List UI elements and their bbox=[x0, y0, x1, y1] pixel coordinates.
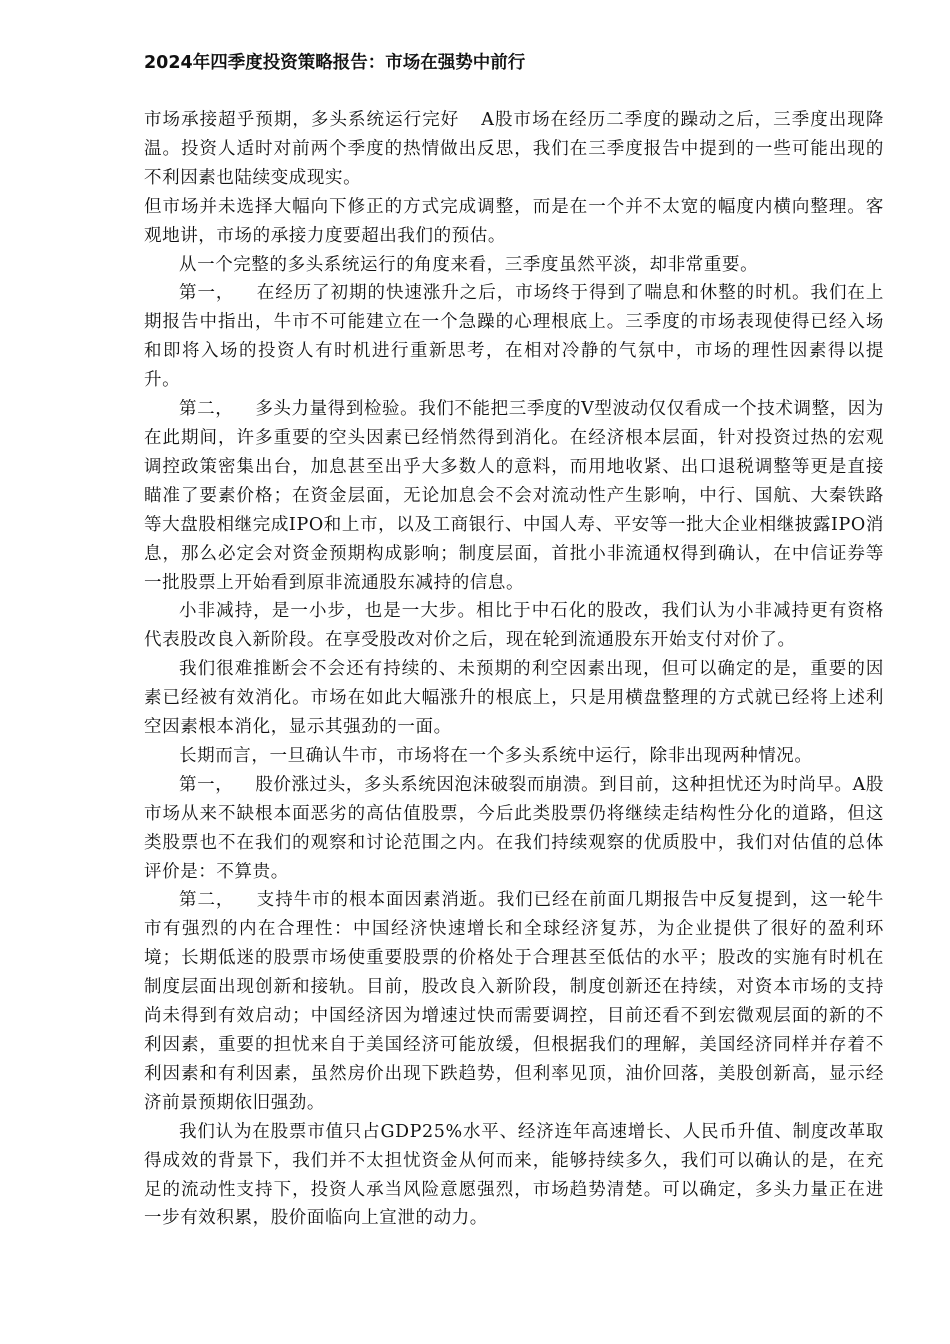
paragraph-4-text: 在经历了初期的快速涨升之后，市场终于得到了喘息和休整的时机。我们在上期报告中指出，牛市不可能建立在一个急躁的心理根底上。三季度的市场表现使得已经入场和即将入场的投资人有时机进行重新思考，在相对冷静的气氛中，市场的理性因素得以提升。 bbox=[144, 283, 884, 391]
paragraph-1-text: A股市场在经历二季度的躁动之后，三季度出现降温。投资人适时对前两个季度的热情做出反思，我们在三季度报告中提到的一些可能出现的不利因素也陆续变成现实。 bbox=[144, 110, 885, 188]
paragraph-4 bbox=[144, 279, 884, 395]
paragraph-6 bbox=[144, 597, 884, 655]
paragraph-10 bbox=[144, 886, 884, 1117]
paragraph-5 bbox=[144, 395, 884, 597]
paragraph-8-text: 长期而言，一旦确认牛市，市场将在一个多头系统中运行，除非出现两种情况。 bbox=[179, 745, 813, 766]
document-title: 2024年四季度投资策略报告：市场在强势中前行 bbox=[144, 53, 526, 73]
paragraph-7-text: 我们很难推断会不会还有持续的、未预期的利空因素出现，但可以确定的是，重要的因素已经被有效消化。市场在如此大幅涨升的根底上，只是用横盘整理的方式就已经将上述利空因素根本消化，显示其强劲的一面。 bbox=[144, 659, 884, 738]
paragraph-8 bbox=[144, 742, 884, 771]
paragraph-3-text: 从一个完整的多头系统运行的角度来看，三季度虽然平淡，却非常重要。 bbox=[179, 254, 759, 275]
paragraph-7 bbox=[144, 655, 884, 742]
paragraph-10-text: 支持牛市的根本面因素消逝。我们已经在前面几期报告中反复提到，这一轮牛市有强烈的内在合理性：中国经济快速增长和全球经济复苏，为企业提供了很好的盈利环境；长期低迷的股票市场使重要股票的价格处于合理甚至低估的水平；股改的实施有时机在制度层面出现创新和接轨。目前，股改良入新阶段，制度创新还在持续，对资本市场的支持尚未得到有效启动；中国经济因为增速过快而需要调控，目前还看不到宏微观层面的新的不利因素，重要的担忧来自于美国经济可能放缓，但根据我们的理解，美国经济同样并存着不利因素和有利因素，虽然房价出现下跌趋势，但利率见顶，油价回落，美股创新高，显示经济前景预期依旧强劲。 bbox=[144, 890, 884, 1113]
paragraph-1 bbox=[144, 106, 884, 193]
paragraph-10-lead: 第二， bbox=[179, 890, 235, 911]
paragraph-6-text: 小非减持，是一小步，也是一大步。相比于中石化的股改，我们认为小非减持更有资格代表股改良入新阶段。在享受股改对价之后，现在轮到流通股东开始支付对价了。 bbox=[144, 601, 884, 651]
paragraph-5-lead: 第二， bbox=[179, 399, 234, 420]
paragraph-2 bbox=[144, 193, 884, 251]
paragraph-1-lead: 市场承接超乎预期，多头系统运行完好 bbox=[144, 110, 460, 130]
paragraph-11-text: 我们认为在股票市值只占GDP25%水平、经济连年高速增长、人民币升值、制度改革取得成效的背景下，我们并不太担忧资金从何而来，能够持续多久，我们可以确认的是，在充足的流动性支持下，投资人承当风险意愿强烈，市场趋势清楚。可以确定，多头力量正在进一步有效积累，股价面临向上宣泄的动力。 bbox=[144, 1121, 884, 1229]
paragraph-9-lead: 第一， bbox=[179, 774, 234, 795]
paragraph-5-text: 多头力量得到检验。我们不能把三季度的V型波动仅仅看成一个技术调整，因为在此期间，许多重要的空头因素已经悄然得到消化。在经济根本层面，针对投资过热的宏观调控政策密集出台，加息甚至出乎大多数人的意料，而用地收紧、出口退税调整等更是直接瞄准了要素价格；在资金层面，无论加息会不会对流动性产生影响，中行、国航、大秦铁路等大盘股相继完成IPO和上市，以及工商银行、中国人寿、平安等一批大企业相继披露IPO消息，那么必定会对资金预期构成影响；制度层面，首批小非流通权得到确认，在中信证券等一批股票上开始看到原非流通股东减持的信息。 bbox=[144, 399, 884, 593]
document-body bbox=[144, 106, 884, 1233]
paragraph-2-text: 但市场并未选择大幅向下修正的方式完成调整，而是在一个并不太宽的幅度内横向整理。客观地讲，市场的承接力度要超出我们的预估。 bbox=[144, 196, 884, 246]
paragraph-11 bbox=[144, 1118, 884, 1234]
paragraph-3 bbox=[144, 251, 884, 280]
paragraph-9-text: 股价涨过头，多头系统因泡沫破裂而崩溃。到目前，这种担忧还为时尚早。A股市场从来不缺根本面恶劣的高估值股票，今后此类股票仍将继续走结构性分化的道路，但这类股票也不在我们的观察和讨论范围之内。在我们持续观察的优质股中，我们对估值的总体评价是：不算贵。 bbox=[144, 774, 884, 882]
paragraph-9 bbox=[144, 771, 884, 887]
paragraph-4-lead: 第一， bbox=[179, 283, 235, 304]
